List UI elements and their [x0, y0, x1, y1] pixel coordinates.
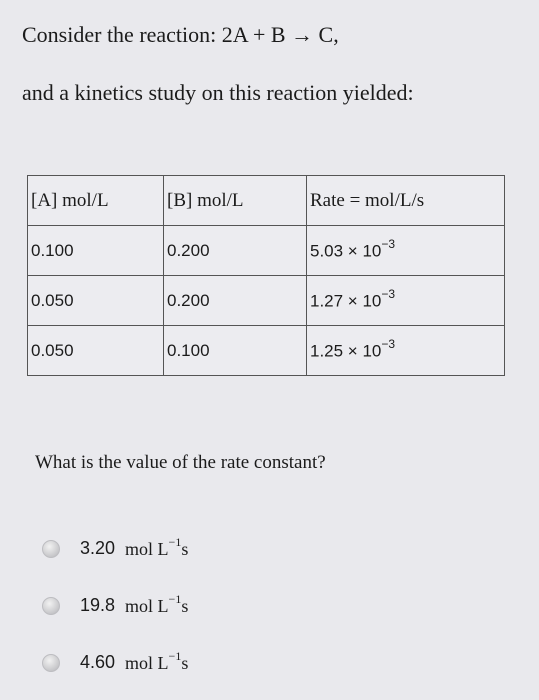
rate-mantissa: 1.27 × 10 [310, 291, 382, 311]
rate-mantissa: 5.03 × 10 [310, 241, 382, 261]
cell-a: 0.100 [28, 226, 164, 276]
cell-rate [307, 226, 505, 276]
answer-option-2[interactable] [42, 594, 188, 617]
cell-b: 0.200 [164, 276, 307, 326]
radio-button-icon[interactable] [42, 654, 60, 672]
table-header-row [28, 176, 505, 226]
option-unit: mol $L^{-1}s$ [125, 535, 189, 559]
radio-button-icon[interactable] [42, 540, 60, 558]
rate-exponent: −3 [381, 337, 396, 352]
cell-b: 0.200 [164, 226, 307, 276]
radio-button-icon[interactable] [42, 597, 60, 615]
header-rate: Rate = mol/L/s [307, 176, 505, 226]
rate-mantissa: 1.25 × 10 [310, 341, 382, 361]
cell-b: 0.100 [164, 326, 307, 376]
rate-exponent: −3 [381, 237, 396, 252]
table-row [28, 326, 505, 376]
question-text: What is the value of the rate constant? [35, 452, 326, 473]
cell-a: 0.050 [28, 276, 164, 326]
rate-exponent: −3 [381, 287, 396, 302]
table-row [28, 276, 505, 326]
table-row [28, 226, 505, 276]
answer-option-3[interactable] [42, 651, 188, 674]
cell-rate [307, 276, 505, 326]
reaction-statement: Consider the reaction: 2A + B → C, [22, 22, 339, 47]
cell-rate [307, 326, 505, 376]
option-unit: mol $L^{-1}s$ [125, 649, 189, 673]
option-value: 3.20 [80, 538, 116, 558]
cell-a: 0.050 [28, 326, 164, 376]
kinetics-intro: and a kinetics study on this reaction yielded: [22, 80, 414, 105]
kinetics-data-table [27, 175, 505, 376]
option-value: 19.8 [80, 595, 116, 615]
header-concentration-b: [B] mol/L [164, 176, 307, 226]
header-concentration-a: [A] mol/L [28, 176, 164, 226]
answer-option-1[interactable] [42, 537, 188, 560]
option-value: 4.60 [80, 652, 116, 672]
option-unit: mol $L^{-1}s$ [125, 592, 189, 616]
